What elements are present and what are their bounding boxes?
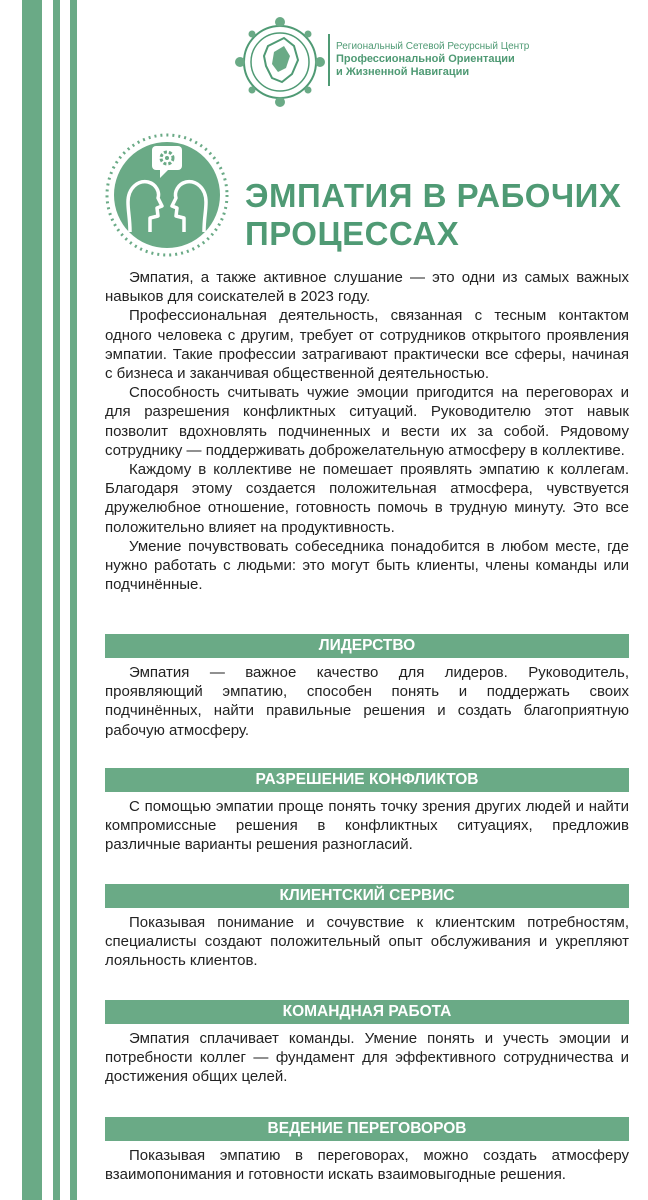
decor-stripe-wide	[22, 0, 42, 1200]
section-text-negotiations	[105, 1146, 629, 1184]
section-paragraph: С помощью эмпатии проще понять точку зрения других людей и найти компромиссные решения в конфликтных ситуациях, предложив различные варианты решения разногласий.	[105, 798, 629, 854]
section-heading-conflicts: РАЗРЕШЕНИЕ КОНФЛИКТОВ	[105, 768, 629, 792]
section-paragraph: Эмпатия сплачивает команды. Умение понять и учесть эмоции и потребности коллег — фундамент для эффективного сотрудничества и достижения общих целей.	[105, 1030, 629, 1086]
logo-text	[336, 40, 536, 79]
section-paragraph: Показывая эмпатию в переговорах, можно создать атмосферу взаимопонимания и готовности искать взаимовыгодные решения.	[105, 1147, 629, 1184]
intro-paragraph: Умение почувствовать собеседника понадобится в любом месте, где нужно работать с людьми: это могут быть клиенты, члены команды или подчинённые.	[105, 537, 629, 594]
empathy-heads-icon	[104, 132, 230, 258]
section-heading-negotiations: ВЕДЕНИЕ ПЕРЕГОВОРОВ	[105, 1117, 629, 1141]
logo-line-3: и Жизненной Навигации	[336, 66, 470, 78]
page-title: ЭМПАТИЯ В РАБОЧИХ ПРОЦЕССАХ	[245, 177, 622, 252]
logo	[232, 16, 532, 108]
section-heading-client-service: КЛИЕНТСКИЙ СЕРВИС	[105, 884, 629, 908]
logo-line-1: Региональный Сетевой Ресурсный Центр	[336, 41, 530, 52]
logo-line-2: Профессиональной Ориентации	[336, 53, 515, 65]
section-heading-teamwork: КОМАНДНАЯ РАБОТА	[105, 1000, 629, 1024]
section-text-teamwork	[105, 1029, 629, 1087]
intro-text	[105, 268, 629, 594]
section-heading-leadership: ЛИДЕРСТВО	[105, 634, 629, 658]
intro-paragraph: Каждому в коллективе не помешает проявлять эмпатию к коллегам. Благодаря этому создается положительная атмосфера, чувствуется дружелюбное отношение, готовность помочь в трудную минуту. Это все положительно влияет на продуктивность.	[105, 461, 629, 536]
intro-paragraph: Эмпатия, а также активное слушание — это одни из самых важных навыков для соискателей в 2023 году.	[105, 269, 629, 306]
intro-paragraph: Профессиональная деятельность, связанная с тесным контактом одного человека с другим, требует от сотрудников открытого проявления эмпатии. Такие профессии затрагивают практически все сферы, начиная с бизнеса и заканчивая общественной деятельностью.	[105, 307, 629, 383]
logo-divider	[328, 34, 330, 86]
section-paragraph: Показывая понимание и сочувствие к клиентским потребностям, специалисты создают положительный опыт обслуживания и укрепляют лояльность клиентов.	[105, 914, 629, 970]
section-paragraph: Эмпатия — важное качество для лидеров. Руководитель, проявляющий эмпатию, способен понять и поддержать своих подчинённых, найти правильные решения и создать благоприятную рабочую атмосферу.	[105, 664, 629, 739]
decor-stripe-narrow	[53, 0, 60, 1200]
section-text-client-service	[105, 913, 629, 971]
section-text-leadership	[105, 663, 629, 740]
intro-paragraph: Способность считывать чужие эмоции пригодится на переговорах и для разрешения конфликтных ситуаций. Руководителю этот навык позволит вдохновлять подчиненных и вести их за собой. Рядовому сотруднику — поддерживать доброжелательную атмосферу в коллективе.	[105, 384, 629, 459]
logo-emblem-icon	[232, 16, 328, 108]
section-text-conflicts	[105, 797, 629, 855]
decor-stripe-narrow	[70, 0, 77, 1200]
